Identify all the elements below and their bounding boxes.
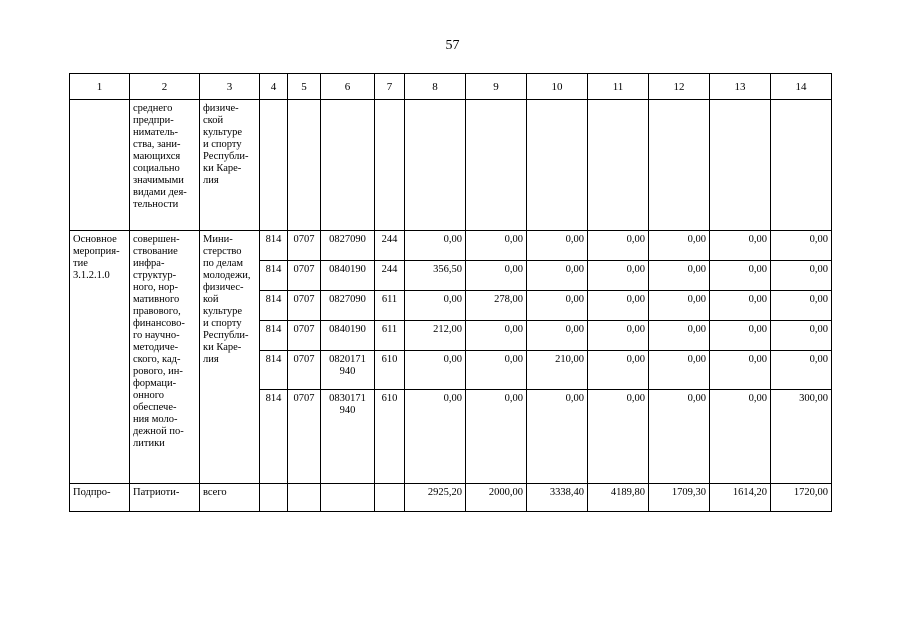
header-cell: 6 [321,74,375,100]
amount-cell: 0,00 [466,321,527,351]
amount-cell: 0,00 [405,390,466,484]
total-row [70,484,832,512]
table-cell [321,100,375,231]
amount-cell: 0,00 [771,231,832,261]
responsible-executor: Мини- стерство по делам молодежи, физичес- кой культуре и спорту Республи- ки Каре- лия [200,231,260,484]
amount-cell: 0,00 [527,390,588,484]
section-code: 0707 [288,291,321,321]
table-cell [70,100,130,231]
target-article-code: 0840190 [321,321,375,351]
amount-cell: 0,00 [710,261,771,291]
amount-cell: 0,00 [527,261,588,291]
total-amount: 1709,30 [649,484,710,512]
amount-cell: 0,00 [466,231,527,261]
amount-cell: 0,00 [588,291,649,321]
budget-table [69,73,832,512]
amount-cell: 0,00 [588,261,649,291]
expense-type-code: 611 [375,321,405,351]
header-cell: 13 [710,74,771,100]
amount-cell: 0,00 [710,291,771,321]
target-article-code: 0820171 940 [321,351,375,390]
table-cell [405,100,466,231]
amount-cell: 0,00 [649,390,710,484]
grbs-code: 814 [260,291,288,321]
header-cell: 2 [130,74,200,100]
grbs-code: 814 [260,351,288,390]
amount-cell: 0,00 [710,321,771,351]
amount-cell: 0,00 [405,291,466,321]
amount-cell: 0,00 [466,390,527,484]
target-article-code: 0840190 [321,261,375,291]
amount-cell: 0,00 [405,351,466,390]
expense-type-code: 244 [375,231,405,261]
amount-cell: 0,00 [466,261,527,291]
expense-type-code: 611 [375,291,405,321]
amount-cell: 0,00 [710,351,771,390]
amount-cell: 0,00 [588,390,649,484]
amount-cell: 0,00 [771,291,832,321]
section-code: 0707 [288,390,321,484]
table-cell [375,484,405,512]
amount-cell: 0,00 [527,321,588,351]
amount-cell: 0,00 [710,390,771,484]
amount-cell: 0,00 [588,351,649,390]
table-cell [527,100,588,231]
table-cell [288,484,321,512]
responsible-executor-continued: физиче- ской культуре и спорту Республи- ки Каре- лия [200,100,260,231]
amount-cell: 0,00 [405,231,466,261]
header-cell: 12 [649,74,710,100]
page-number: 57 [445,38,460,53]
amount-cell: 0,00 [649,231,710,261]
amount-cell: 0,00 [588,321,649,351]
table-cell [260,484,288,512]
table-cell [771,100,832,231]
table-row [70,231,832,261]
amount-cell: 0,00 [527,231,588,261]
amount-cell: 0,00 [649,351,710,390]
amount-cell: 210,00 [527,351,588,390]
activity-description: совершен- ствование инфра- структур- ного, нор- мативного правового, финансово- го научно- методиче- ского, кад- рового, ин- формаци- онного обеспече- ния моло- дежной по- литики [130,231,200,484]
header-cell: 14 [771,74,832,100]
header-row [70,74,832,100]
amount-cell: 0,00 [588,231,649,261]
total-amount: 2925,20 [405,484,466,512]
table-cell [260,100,288,231]
amount-cell: 0,00 [710,231,771,261]
section-code: 0707 [288,351,321,390]
subtask-name-continued: среднего предпри- ниматель- ства, зани- мающихся социально значимыми видами дея- тельности [130,100,200,231]
amount-cell: 0,00 [466,351,527,390]
total-amount: 2000,00 [466,484,527,512]
header-cell: 7 [375,74,405,100]
target-article-code: 0827090 [321,291,375,321]
header-cell: 4 [260,74,288,100]
amount-cell: 0,00 [649,261,710,291]
amount-cell: 278,00 [466,291,527,321]
continuation-row [70,100,832,231]
grbs-code: 814 [260,231,288,261]
total-label: всего [200,484,260,512]
table-cell [321,484,375,512]
header-cell: 8 [405,74,466,100]
table-cell [288,100,321,231]
subprogram-name: Патриоти- [130,484,200,512]
amount-cell: 212,00 [405,321,466,351]
amount-cell: 0,00 [527,291,588,321]
grbs-code: 814 [260,321,288,351]
amount-cell: 0,00 [649,291,710,321]
amount-cell: 0,00 [649,321,710,351]
section-code: 0707 [288,231,321,261]
amount-cell: 0,00 [771,321,832,351]
header-cell: 9 [466,74,527,100]
section-code: 0707 [288,261,321,291]
table-cell [649,100,710,231]
header-cell: 3 [200,74,260,100]
total-amount: 3338,40 [527,484,588,512]
header-cell: 11 [588,74,649,100]
total-amount: 4189,80 [588,484,649,512]
activity-label: Основное мероприя- тие 3.1.2.1.0 [70,231,130,484]
grbs-code: 814 [260,390,288,484]
subprogram-label: Подпро- [70,484,130,512]
grbs-code: 814 [260,261,288,291]
amount-cell: 300,00 [771,390,832,484]
header-cell: 10 [527,74,588,100]
table-cell [588,100,649,231]
amount-cell: 0,00 [771,351,832,390]
target-article-code: 0830171 940 [321,390,375,484]
expense-type-code: 610 [375,351,405,390]
total-amount: 1614,20 [710,484,771,512]
header-cell: 1 [70,74,130,100]
target-article-code: 0827090 [321,231,375,261]
amount-cell: 356,50 [405,261,466,291]
amount-cell: 0,00 [771,261,832,291]
table-cell [466,100,527,231]
expense-type-code: 610 [375,390,405,484]
total-amount: 1720,00 [771,484,832,512]
table-cell [710,100,771,231]
section-code: 0707 [288,321,321,351]
expense-type-code: 244 [375,261,405,291]
header-cell: 5 [288,74,321,100]
table-cell [375,100,405,231]
